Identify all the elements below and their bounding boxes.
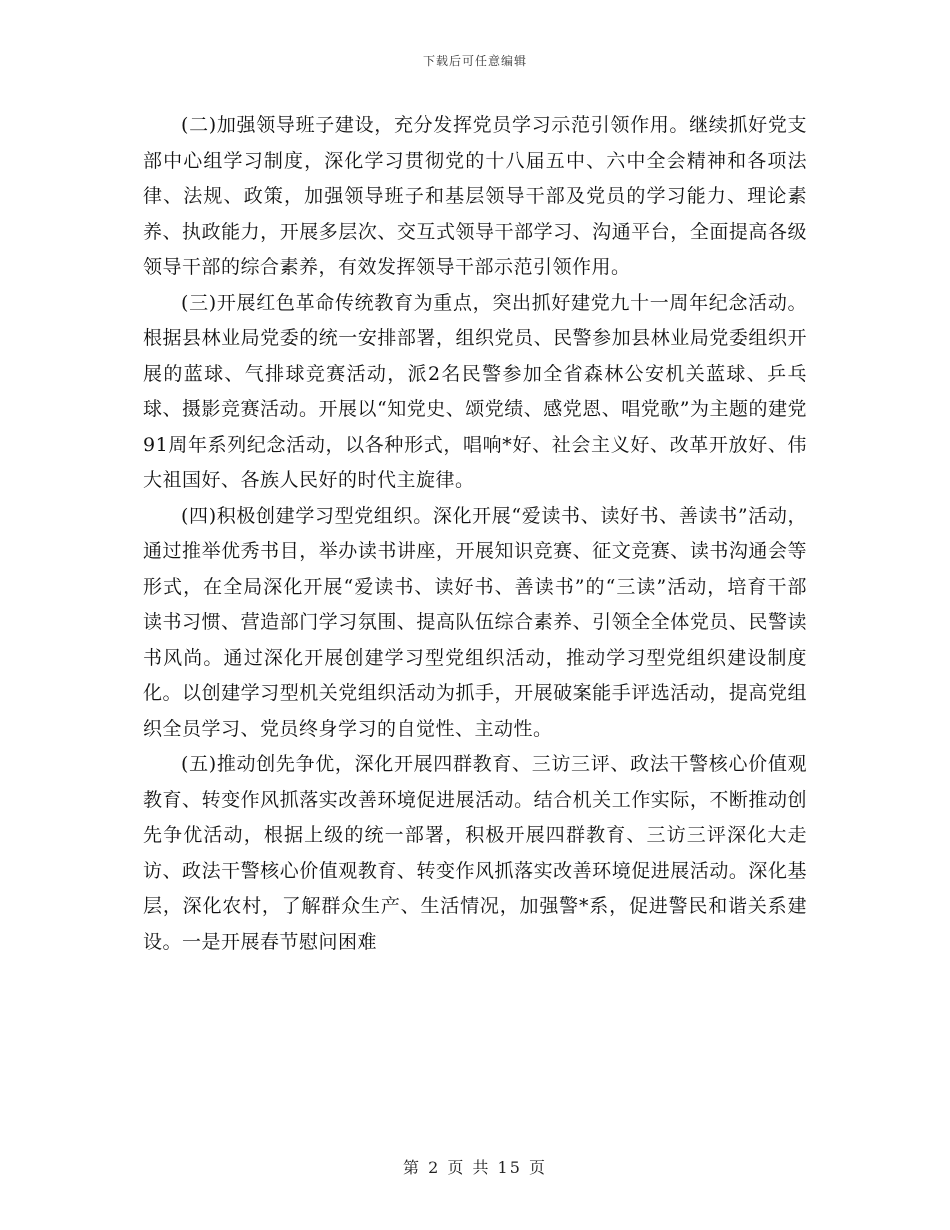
paragraph-4: (四)积极创建学习型党组织。深化开展“爱读书、读好书、善读书”活动，通过推举优秀书目，举办读书讲座，开展知识竞赛、征文竞赛、读书沟通会等形式，在全局深化开展“爱读书、读好书、善读书”的“三读”活动，培育干部读书习惯、营造部门学习氛围、提高队伍综合素养、引领全全体党员、民警读书风尚。通过深化开展创建学习型党组织活动，推动学习型党组织建设制度化。以创建学习型机关党组织活动为抓手，开展破案能手评选活动，提高党组织全员学习、党员终身学习的自觉性、主动性。 xyxy=(143,504,807,740)
page-footer: 第 2 页 共 15 页 xyxy=(403,1158,547,1177)
paragraph-3: (三)开展红色革命传统教育为重点，突出抓好建党九十一周年纪念活动。根据县林业局党委的统一安排部署，组织党员、民警参加县林业局党委组织开展的蓝球、气排球竞赛活动，派2名民警参加全省森林公安机关蓝球、乒乓球、摄影竞赛活动。开展以“知党史、颂党绩、感党恩、唱党歌”为主题的建党91周年系列纪念活动，以各种形式，唱响*好、社会主义好、改革开放好、伟大祖国好、各族人民好的时代主旋律。 xyxy=(143,291,807,491)
paragraph-2: (二)加强领导班子建设，充分发挥党员学习示范引领作用。继续抓好党支部中心组学习制度，深化学习贯彻党的十八届五中、六中全会精神和各项法律、法规、政策，加强领导班子和基层领导干部及党员的学习能力、理论素养、执政能力，开展多层次、交互式领导干部学习、沟通平台，全面提高各级领导干部的综合素养，有效发挥领导干部示范引领作用。 xyxy=(143,114,807,278)
paragraph-5: (五)推动创先争优，深化开展四群教育、三访三评、政法干警核心价值观教育、转变作风抓落实改善环境促进展活动。结合机关工作实际，不断推动创先争优活动，根据上级的统一部署，积极开展四群教育、三访三评深化大走访、政法干警核心价值观教育、转变作风抓落实改善环境促进展活动。深化基层，深化农村，了解群众生产、生活情况，加强警*系，促进警民和谐关系建设。一是开展春节慰问困难 xyxy=(143,753,807,953)
document-body xyxy=(143,108,807,960)
page-header: 下载后可任意编辑 xyxy=(422,54,527,68)
